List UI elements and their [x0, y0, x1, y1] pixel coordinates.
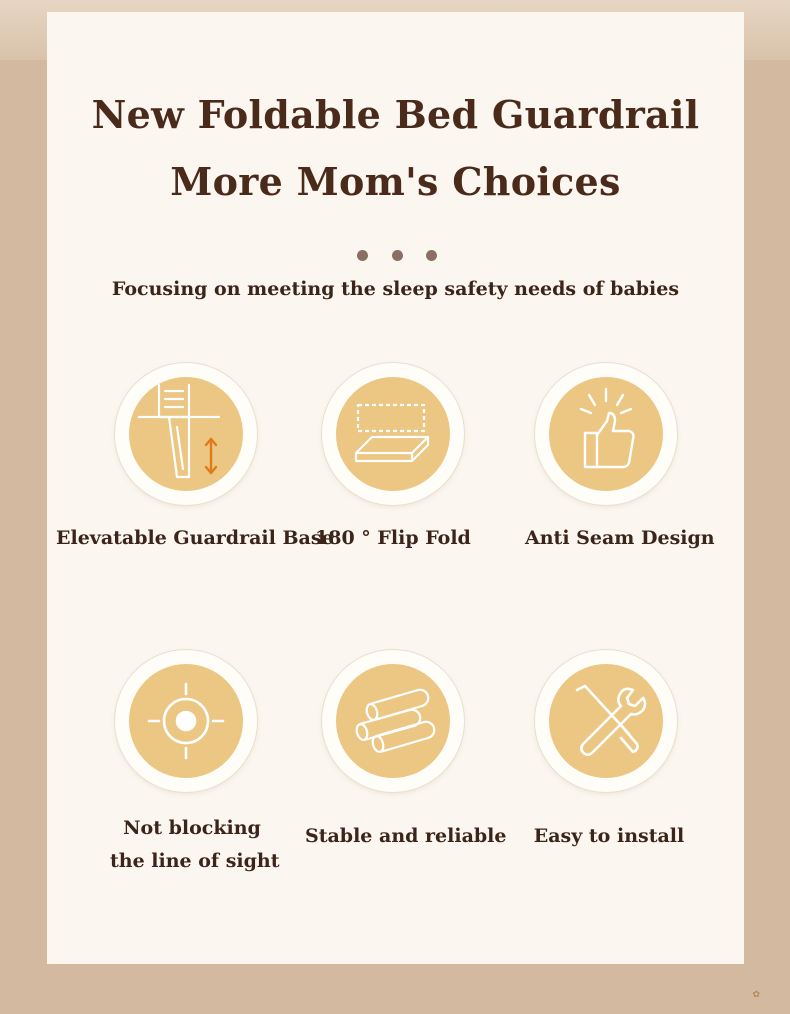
- brand-watermark-icon: ✿: [752, 990, 760, 1000]
- title-line-1: New Foldable Bed Guardrail: [91, 92, 700, 137]
- separator-dots: [357, 250, 437, 261]
- target-sight-icon: [115, 650, 257, 792]
- feature-label: Anti Seam Design: [525, 527, 715, 549]
- tools-icon: [535, 650, 677, 792]
- feature-label: Stable and reliable: [305, 825, 507, 847]
- feature-label-line-2: the line of sight: [110, 850, 280, 872]
- feature-label-line-1: Not blocking: [123, 817, 261, 839]
- subtitle: Focusing on meeting the sleep safety needs of babies: [111, 278, 680, 300]
- tubes-icon: [322, 650, 464, 792]
- feature-label: 180 ° Flip Fold: [315, 527, 471, 549]
- thumbs-up-icon: [535, 363, 677, 505]
- title-line-2: More Mom's Choices: [170, 159, 621, 204]
- flip-fold-icon: [322, 363, 464, 505]
- feature-label: Easy to install: [533, 825, 685, 847]
- feature-label: Elevatable Guardrail Base: [56, 527, 334, 549]
- guardrail-lift-icon: [115, 363, 257, 505]
